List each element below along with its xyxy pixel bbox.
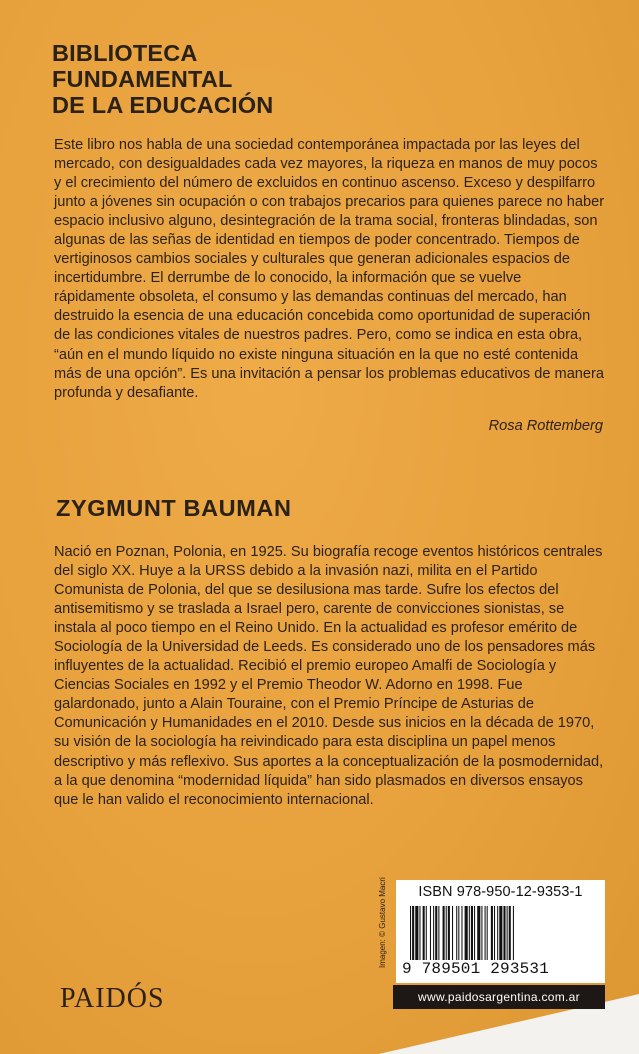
barcode-bar <box>497 906 498 960</box>
barcode-bar <box>491 906 493 960</box>
barcode-bar <box>485 906 486 960</box>
barcode-bar <box>509 906 511 960</box>
barcode-bar <box>469 906 470 960</box>
barcode-bar <box>461 906 462 960</box>
barcode-digits: 9 789501 293531 <box>402 960 550 978</box>
book-blurb: Este libro nos habla de una sociedad contemporánea impactada por las leyes del mercado, con desigualdades cada vez mayores, la riqueza en manos de muy pocos y el crecimiento del número de excluidos en continuo ascenso. Exceso y despilfarro junto a jóvenes sin ocupación o con trabajos precarios para quienes parece no haber espacio inclusivo alguno, desintegración de la trama social, fronteras blindadas, son algunas de las señas de identidad en tiempos de poder concentrado. Tiempos de vertiginosos cambios sociales y culturales que generan adicionales espacios de incertidumbre. El derrumbe de lo conocido, la información que se vuelve rápidamente obsoleta, el consumo y las demandas continuas del mercado, han destruido la esencia de una educación concebida como oportunidad de superación de las condiciones vitales de nuestros padres. Pero, como se indica en esta obra, “aún en el mundo líquido no existe ninguna situación en la que no esté contenida más de una opción”. Es una invitación a pensar los problemas educativos de manera profunda y desafiante. <box>54 137 605 401</box>
barcode-icon <box>410 906 596 960</box>
barcode-bar <box>438 906 439 960</box>
barcode-bar <box>474 906 475 960</box>
barcode-bar <box>426 906 427 960</box>
barcode-bar <box>415 906 418 960</box>
barcode-bar <box>448 906 450 960</box>
barcode-bar <box>435 906 437 960</box>
author-bio: Nació en Poznan, Polonia, en 1925. Su biografía recoge eventos históricos centrales del siglo XX. Huye a la URSS debido a la invasión nazi, milita en el Partido Comunista de Polonia, del que se desilusiona mas tarde. Sufre los efectos del antisemitismo y se traslada a Israel pero, carente de convicciones sionistas, se instala al poco tiempo en el Reino Unido. En la actualidad es profesor emérito de Sociología de la Universidad de Leeds. Es considerado uno de los pensadores más influyentes de la actualidad. Recibió el premio europeo Amalfi de Sociología y Ciencias Sociales en 1992 y el Premio Theodor W. Adorno en 1998. Fue galardonado, junto a Alain Touraine, con el Premio Príncipe de Asturias de Comunicación y Humanidades en el 2010. Desde sus inicios en la década de 1970, su visión de la sociología ha reivindicado para esta disciplina un papel menos descriptivo y más reflexivo. Sus aportes a la conceptualización de la posmodernidad, a la que denomina “modernidad líquida” han sido plasmados en diversos ensayos que le han valido el reconocimiento internacional. <box>54 544 604 808</box>
author-name: ZYGMUNT BAUMAN <box>56 495 292 521</box>
barcode-bar <box>477 906 480 960</box>
publisher-url[interactable]: www.paidosargentina.com.ar <box>393 985 605 1009</box>
barcode-bar <box>456 906 457 960</box>
barcode-box <box>396 880 605 983</box>
barcode-bar <box>503 906 505 960</box>
barcode-bar <box>471 906 473 960</box>
barcode-bar <box>481 906 482 960</box>
barcode-bar <box>412 906 414 960</box>
barcode-bar <box>494 906 495 960</box>
barcode-bar <box>423 906 425 960</box>
barcode-bar <box>499 906 502 960</box>
barcode-bar <box>410 906 411 960</box>
series-title <box>52 40 452 118</box>
series-title-line: FUNDAMENTAL <box>52 66 233 92</box>
series-title-line: DE LA EDUCACIÓN <box>52 92 274 118</box>
image-credit-text: Imagen: © Gustavo Macri <box>378 877 387 968</box>
barcode-bar <box>433 906 434 960</box>
publisher-logo: PAIDÓS <box>60 983 165 1014</box>
barcode-bar <box>507 906 508 960</box>
barcode-bar <box>452 906 453 960</box>
barcode-bar <box>465 906 468 960</box>
barcode-bar <box>513 906 514 960</box>
barcode-bar <box>430 906 431 960</box>
isbn-label: ISBN 978-950-12-9353-1 <box>418 884 583 900</box>
series-title-line: BIBLIOTECA <box>52 40 198 66</box>
barcode-bar <box>487 906 488 960</box>
barcode-bar <box>458 906 459 960</box>
barcode-bar <box>443 906 445 960</box>
barcode-bar <box>446 906 447 960</box>
blurb-signature: Rosa Rottemberg <box>488 418 603 434</box>
barcode-bar <box>419 906 420 960</box>
